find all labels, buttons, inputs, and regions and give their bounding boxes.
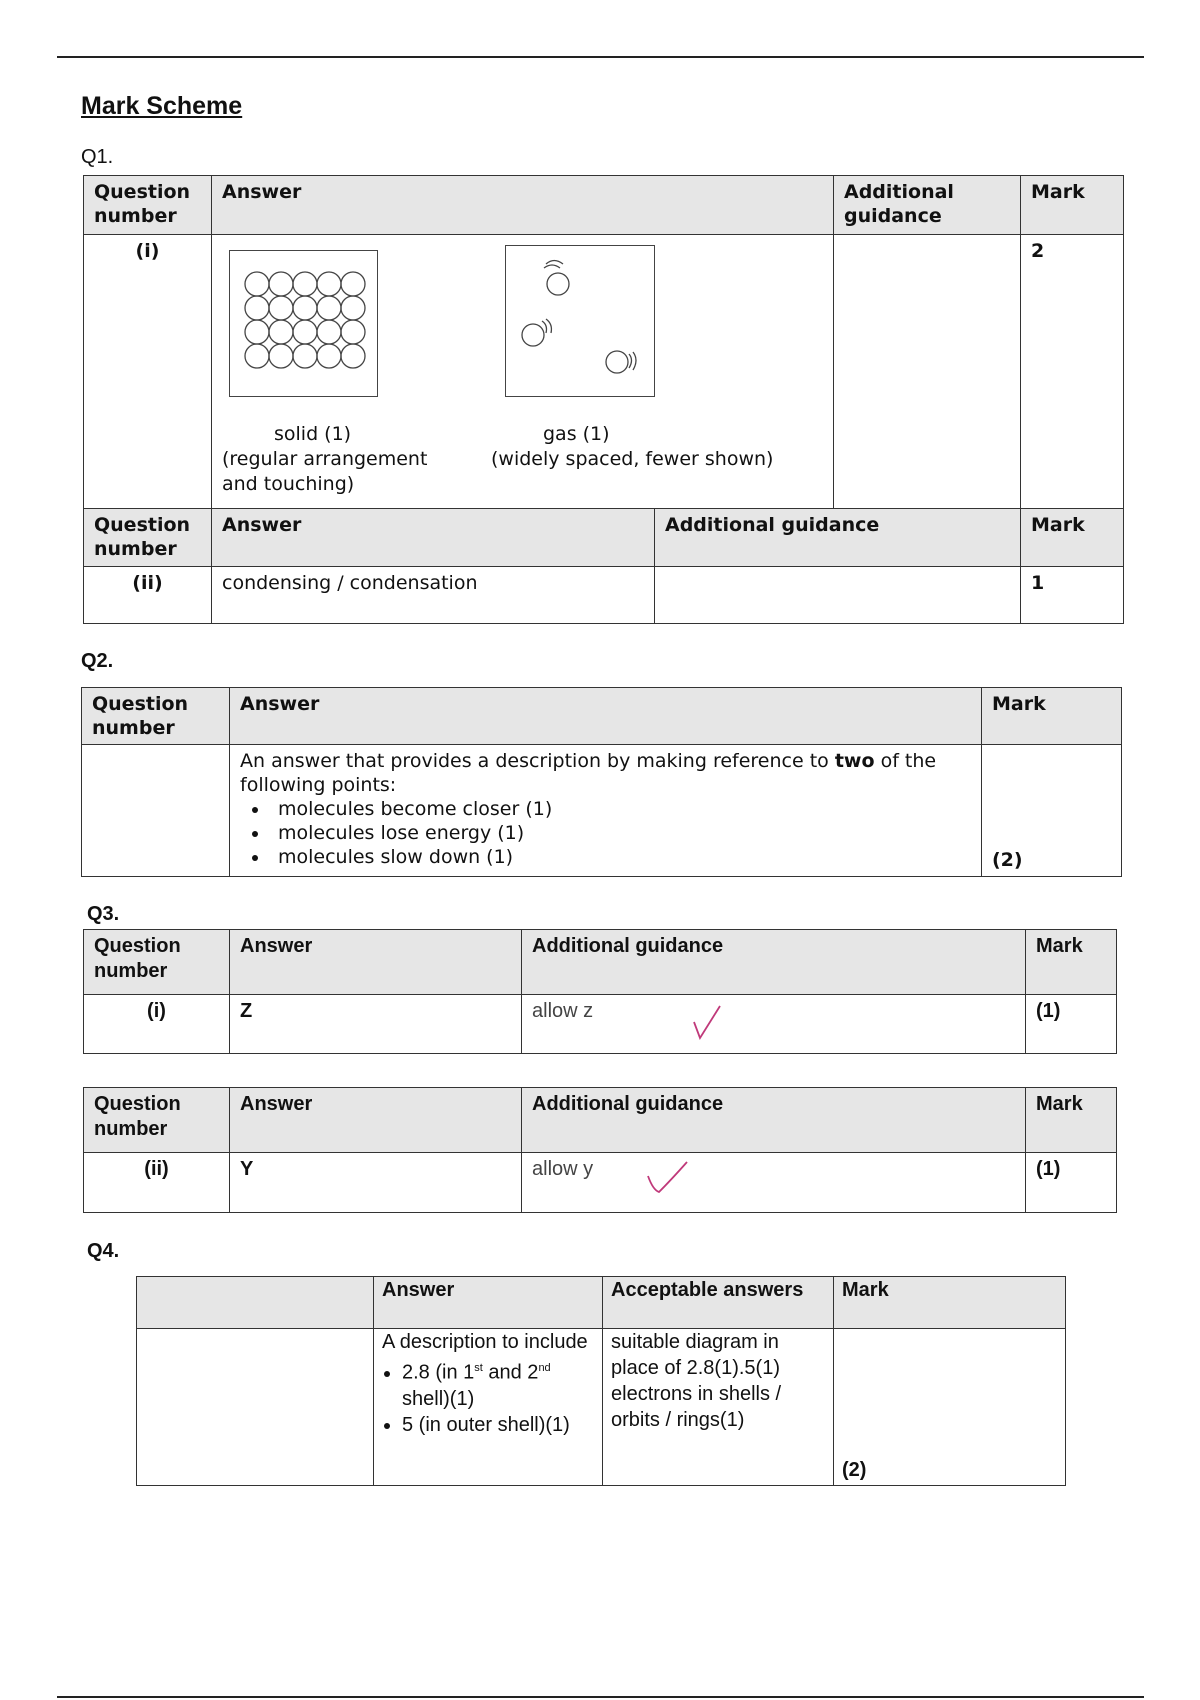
q1-label: Q1. [81,146,114,168]
solid-particles-icon [230,251,377,396]
q3-ii-header-guidance: Additional guidance [522,1088,1026,1153]
q3-i-guidance: allow z [522,995,1026,1054]
q2-mark: (2) [982,745,1122,877]
q3-ii-guidance: allow y [522,1153,1026,1213]
gas-particles-icon [506,246,654,396]
q1-header-mark: Mark [1021,176,1124,235]
q1-ii-mark: 1 [1021,567,1124,624]
top-rule [57,56,1144,58]
q1-header-guidance: Additional guidance [834,176,1021,235]
solid-note-line1: (regular arrangement [222,448,428,470]
solid-note-line2: and touching) [222,473,355,495]
q2-qnum [82,745,230,877]
gas-caption: gas (1) [543,423,610,445]
q1-ii-answer: condensing / condensation [212,567,655,624]
q3-i-answer: Z [230,995,522,1054]
q3-table-i [83,929,1117,1054]
q3-i-header-mark: Mark [1026,930,1117,995]
q1-i-guidance [834,235,1021,509]
q2-answer [230,745,982,877]
q3-i-header-guidance: Additional guidance [522,930,1026,995]
q3-i-header-answer: Answer [230,930,522,995]
q1-ii-qnum: (ii) [84,567,212,624]
q2-point: • molecules become closer (1) [270,797,971,821]
solid-diagram [229,250,378,397]
q4-mark: (2) [834,1329,1066,1486]
page-title: Mark Scheme [81,92,243,120]
q3-ii-qnum: (ii) [84,1153,230,1213]
q3-i-header-qnum: Question number [84,930,230,995]
q1-ii-header-qnum: Question number [84,509,212,567]
q2-header-qnum: Question number [82,688,230,745]
q4-point: • 2.8 (in 1st and 2nd shell)(1) [402,1355,594,1412]
q4-point: • 5 (in outer shell)(1) [402,1412,594,1438]
q2-intro-bold: two [834,750,875,772]
bottom-rule [57,1696,1144,1698]
q4-table [136,1276,1066,1486]
q3-ii-header-answer: Answer [230,1088,522,1153]
q3-i-mark: (1) [1026,995,1117,1054]
q1-i-qnum: (i) [84,235,212,509]
q4-answer [374,1329,603,1486]
q4-header-blank [137,1277,374,1329]
q2-point: • molecules lose energy (1) [270,821,971,845]
tick-mark-icon [645,1160,691,1196]
q1-ii-header-mark: Mark [1021,509,1124,567]
q3-i-qnum: (i) [84,995,230,1054]
q4-label: Q4. [87,1240,120,1262]
q4-header-answer: Answer [374,1277,603,1329]
gas-diagram [505,245,655,397]
q2-label: Q2. [81,650,114,672]
q3-ii-mark: (1) [1026,1153,1117,1213]
q2-intro-after: of the following points: [240,750,937,796]
q2-point: • molecules slow down (1) [270,845,971,869]
tick-mark-icon [690,1002,724,1042]
q1-i-mark: 2 [1021,235,1124,509]
q1-ii-header-answer: Answer [212,509,655,567]
q3-ii-header-qnum: Question number [84,1088,230,1153]
q2-table [81,687,1122,877]
gas-note: (widely spaced, fewer shown) [491,448,774,470]
q4-answer-intro: A description to include [382,1331,588,1353]
q4-acceptable: suitable diagram in place of 2.8(1).5(1) electrons in shells / orbits / rings(1) [603,1329,834,1486]
q1-header-qnum: Question number [84,176,212,235]
q4-points-list [382,1355,594,1438]
q3-label: Q3. [87,903,120,925]
q1-header-answer: Answer [212,176,834,235]
q2-header-mark: Mark [982,688,1122,745]
q4-header-mark: Mark [834,1277,1066,1329]
q3-ii-answer: Y [230,1153,522,1213]
solid-caption: solid (1) [274,423,352,445]
q1-ii-header-guidance: Additional guidance [655,509,1021,567]
q4-qnum [137,1329,374,1486]
q3-ii-header-mark: Mark [1026,1088,1117,1153]
q4-header-acceptable: Acceptable answers [603,1277,834,1329]
q2-intro-before: An answer that provides a description by making reference to [240,750,829,772]
q2-header-answer: Answer [230,688,982,745]
q1-table-ii [83,508,1124,624]
q2-points-list [240,797,971,869]
q1-ii-guidance [655,567,1021,624]
q3-table-ii [83,1087,1117,1213]
